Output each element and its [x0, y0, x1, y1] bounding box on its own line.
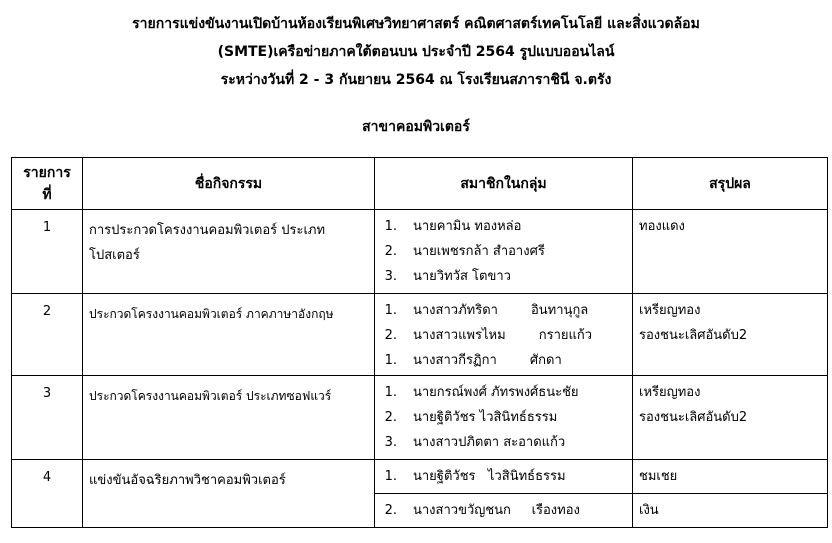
member-number: 2. [384, 244, 397, 259]
members-cell [375, 376, 633, 460]
table-row [12, 210, 828, 294]
result-cell [633, 494, 828, 528]
member-item [375, 348, 632, 373]
member-number: 2. [384, 328, 397, 343]
table-header-row [12, 158, 828, 210]
member-name: นายฐิติวัชร ไวสินิทธ์ธรรม [413, 469, 566, 484]
header-result: สรุปผล [633, 158, 828, 210]
section-subtitle: สาขาคอมพิวเตอร์ [362, 119, 470, 135]
header-activity: ชื่อกิจกรรม [83, 158, 375, 210]
table-row [12, 376, 828, 460]
result-cell [633, 460, 828, 494]
member-item [375, 380, 632, 405]
title-line-1: รายการแข่งขันงานเปิดบ้านห้องเรียนพิเศษวิทยาศาสตร์ คณิตศาสตร์เทคโนโลยี และสิ่งแวดล้อม [132, 16, 700, 32]
row-number: 1 [12, 210, 83, 294]
member-item [375, 405, 632, 430]
member-item [375, 239, 632, 264]
title-line-3: ระหว่างวันที่ 2 - 3 กันยายน 2564 ณ โรงเรียนสภาราชินี จ.ตรัง [220, 72, 612, 88]
member-item [375, 430, 632, 455]
member-item [375, 498, 632, 523]
member-number: 2. [384, 410, 397, 425]
member-number: 1. [384, 353, 397, 368]
result-cell [633, 294, 828, 376]
activity-name: ประกวดโครงงานคอมพิวเตอร์ ประเภทซอฟแวร์ [83, 376, 375, 460]
results-table [11, 157, 828, 528]
members-cell [375, 460, 633, 494]
result-text: ทองแดง [639, 219, 685, 234]
document-title [0, 10, 832, 94]
header-members: สมาชิกในกลุ่ม [375, 158, 633, 210]
member-name: นางสาวปภิตตา สะอาดแก้ว [413, 435, 566, 450]
members-cell [375, 294, 633, 376]
member-number: 1. [384, 219, 397, 234]
result-text: รองชนะเลิศอันดับ2 [639, 410, 748, 425]
member-number: 1. [384, 303, 397, 318]
row-number: 3 [12, 376, 83, 460]
member-name: นางสาวภัทริดา อินทานุกูล [413, 303, 589, 318]
member-item [375, 214, 632, 239]
member-name: นางสาวกีรฏิกา ศักดา [413, 353, 562, 368]
member-name: นายเพชรกล้า สำอางศรี [413, 244, 545, 259]
member-name: นางสาวแพรไหม กรายแก้ว [413, 328, 593, 343]
member-name: นางสาวขวัญชนก เรืองทอง [413, 503, 580, 518]
table-row [12, 294, 828, 376]
result-text: รองชนะเลิศอันดับ2 [639, 328, 748, 343]
result-cell [633, 210, 828, 294]
row-number: 2 [12, 294, 83, 376]
member-number: 1. [384, 385, 397, 400]
row-number: 4 [12, 460, 83, 528]
activity-name: การประกวดโครงงานคอมพิวเตอร์ ประเภทโปสเตอร์ [83, 210, 375, 294]
result-text: ชมเชย [639, 469, 678, 484]
result-text: เหรียญทอง [639, 303, 701, 318]
member-item [375, 298, 632, 323]
title-line-2: (SMTE)เครือข่ายภาคใต้ตอนบน ประจำปี 2564 รูปแบบออนไลน์ [217, 44, 615, 60]
member-number: 3. [384, 435, 397, 450]
member-item [375, 464, 632, 489]
member-number: 3. [384, 269, 397, 284]
member-name: นายคามิน ทองหล่อ [413, 219, 522, 234]
member-name: นายฐิติวัชร ไวสินิทธ์ธรรม [413, 410, 558, 425]
members-cell [375, 494, 633, 528]
activity-name: ประกวดโครงงานคอมพิวเตอร์ ภาคภาษาอังกฤษ [83, 294, 375, 376]
result-text: เหรียญทอง [639, 385, 701, 400]
member-name: นายวิทวัส โตขาว [413, 269, 511, 284]
members-cell [375, 210, 633, 294]
member-number: 1. [384, 469, 397, 484]
member-name: นายกรณ์พงศ์ ภัทรพงศ์ธนะชัย [413, 385, 579, 400]
activity-name: แข่งขันอัจฉริยภาพวิชาคอมพิวเตอร์ [83, 460, 375, 528]
header-no: รายการที่ [12, 158, 83, 210]
table-row [12, 460, 828, 494]
member-number: 2. [384, 503, 397, 518]
member-item [375, 264, 632, 289]
result-text: เงิน [639, 503, 659, 518]
member-item [375, 323, 632, 348]
result-cell [633, 376, 828, 460]
